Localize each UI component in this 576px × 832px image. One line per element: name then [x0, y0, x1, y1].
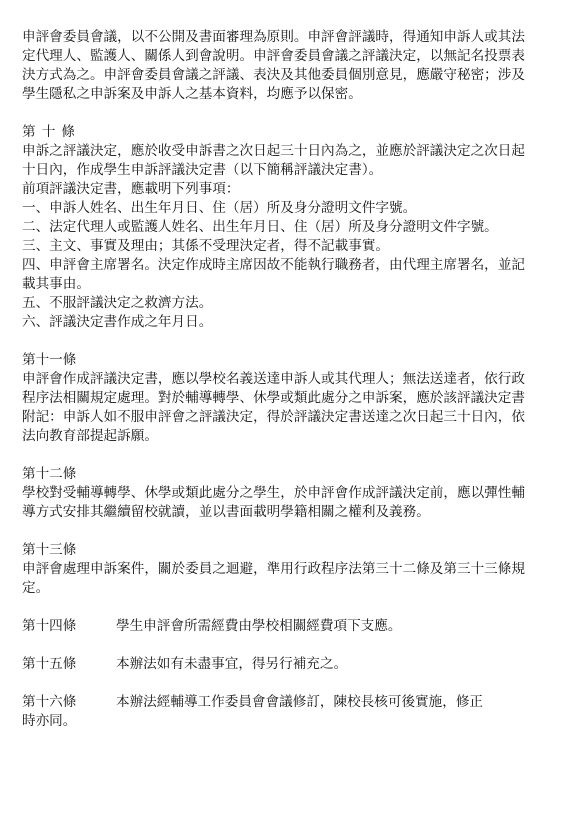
article-13-body: 申評會處理申訴案件，關於委員之迴避，準用行政程序法第三十二條及第三十三條規定。 — [22, 561, 525, 596]
article-10-heading: 第十條 — [22, 124, 82, 140]
article-13-heading: 第十三條 — [22, 542, 77, 558]
spacer — [22, 674, 532, 693]
article-10-item-5: 五、不服評議決定之救濟方法。 — [22, 295, 213, 311]
article-16-heading: 第十六條 — [22, 694, 77, 710]
article-14-body: 學生申評會所需經費由學校相關經費項下支應。 — [116, 618, 402, 634]
spacer — [22, 636, 532, 655]
article-15-heading: 第十五條 — [22, 656, 77, 672]
spacer — [22, 446, 532, 465]
spacer — [22, 598, 532, 617]
article-11-heading: 第十一條 — [22, 352, 77, 368]
article-12-heading: 第十二條 — [22, 466, 77, 482]
article-12-body: 學校對受輔導轉學、休學或類此處分之學生，於申評會作成評議決定前，應以彈性輔導方式安排其繼續留校就讀，並以書面載明學籍相關之權利及義務。 — [22, 485, 525, 520]
article-15 — [22, 655, 532, 674]
article-14-heading: 第十四條 — [22, 618, 77, 634]
article-14 — [22, 617, 532, 636]
article-10-item-6: 六、評議決定書作成之年月日。 — [22, 314, 213, 330]
article-11-body: 申評會作成評議決定書，應以學校名義送達申訴人或其代理人；無法送達者，依行政程序法相關規定處理。對於輔導轉學、休學或類此處分之申訴案，應於該評議決定書附記：申訴人如不服申評會之評議決定，得於評議決定書送達之次日起三十日內，依法向教育部提起訴願。 — [22, 371, 525, 444]
article-10-item-1: 一、申訴人姓名、出生年月日、住（居）所及身分證明文件字號。 — [22, 200, 417, 216]
article-16 — [22, 693, 532, 712]
spacer — [22, 522, 532, 541]
spacer — [22, 332, 532, 351]
article-16-body-line-1: 本辦法經輔導工作委員會會議修訂，陳校長核可後實施，修正 — [116, 694, 484, 710]
article-16-body-line-2: 時亦同。 — [22, 713, 77, 729]
article-10-item-4: 四、申評會主席署名。決定作成時主席因故不能執行職務者，由代理主席署名，並記載其事由。 — [22, 257, 525, 292]
spacer — [22, 104, 532, 123]
article-10-item-2: 二、法定代理人或監護人姓名、出生年月日、住（居）所及身分證明文件字號。 — [22, 219, 498, 235]
article-10-item-3: 三、主文、事實及理由；其係不受理決定者，得不記載事實。 — [22, 238, 390, 254]
article-15-body: 本辦法如有未盡事宜，得另行補充之。 — [116, 656, 348, 672]
article-10-lead: 前項評議決定書，應載明下列事項： — [22, 181, 240, 197]
article-10-body: 申訴之評議決定，應於收受申訴書之次日起三十日內為之，並應於評議決定之次日起十日內，作成學生申訴評議決定書（以下簡稱評議決定書）。 — [22, 143, 525, 178]
intro-paragraph: 申評會委員會議，以不公開及書面審理為原則。申評會評議時，得通知申訴人或其法定代理人、監護人、關係人到會說明。申評會委員會議之評議決定，以無記名投票表決方式為之。申評會委員會議之評議、表決及其他委員個別意見，應嚴守秘密；涉及學生隱私之申訴案及申訴人之基本資料，均應予以保密。 — [22, 29, 525, 102]
